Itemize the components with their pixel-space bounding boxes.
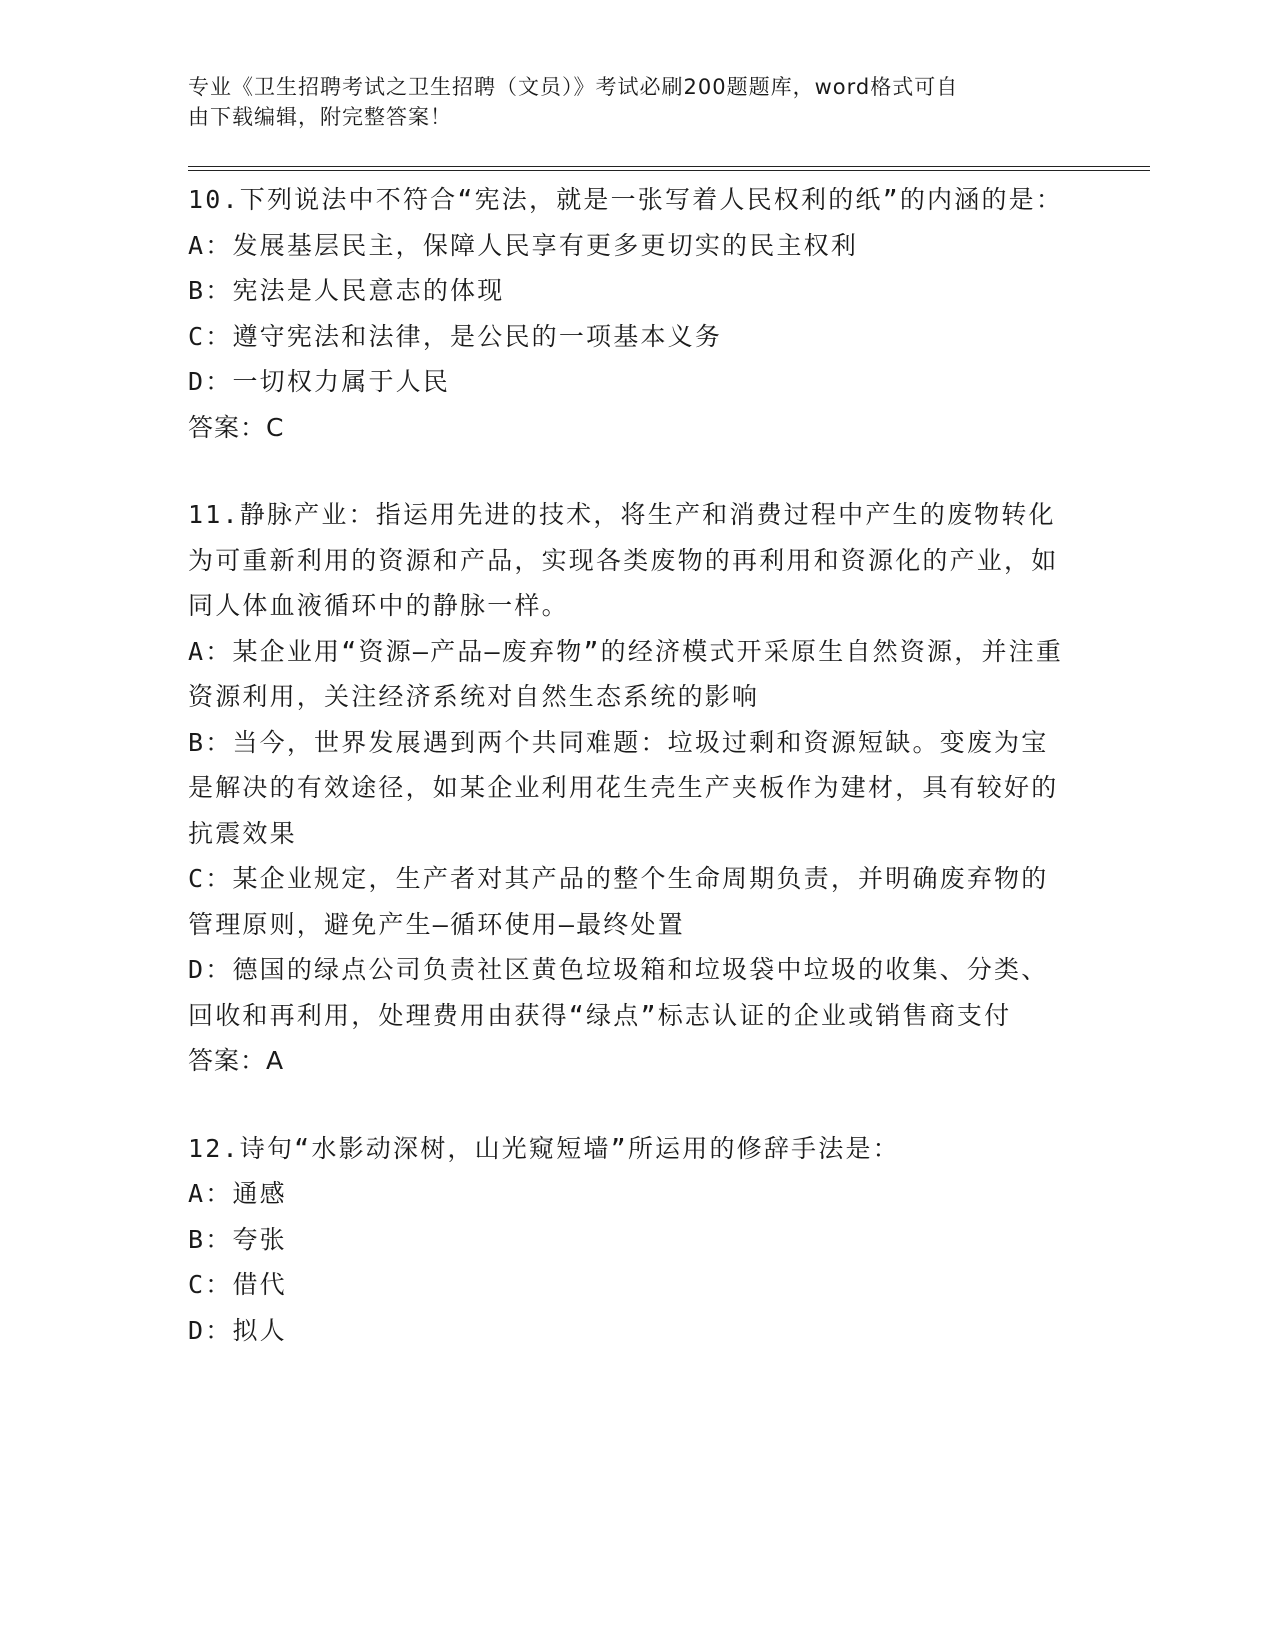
question-stem: 10.下列说法中不符合“宪法，就是一张写着人民权利的纸”的内涵的是： <box>188 185 1064 214</box>
header-line-1: 专业《卫生招聘考试之卫生招聘（文员）》考试必刷200题题库，word格式可自 <box>188 75 959 99</box>
option-c: C：借代 <box>188 1270 287 1299</box>
option-a: A：发展基层民主，保障人民享有更多更切实的民主权利 <box>188 230 859 260</box>
answer-line: 答案：A <box>188 1046 285 1075</box>
option-d: D：一切权力属于人民 <box>188 367 451 396</box>
option-a: A：某企业用“资源—产品—废弃物”的经济模式开采原生自然资源，并注重资源利用，关注经济系统对自然生态系统的影响 <box>188 636 1064 711</box>
header-line-2: 由下载编辑，附完整答案！ <box>188 105 452 129</box>
document-header <box>188 72 1068 132</box>
question-stem: 11.静脉产业：指运用先进的技术，将生产和消费过程中产生的废物转化为可重新利用的资源和产品，实现各类废物的再利用和资源化的产业，如同人体血液循环中的静脉一样。 <box>188 500 1059 620</box>
option-a: A：通感 <box>188 1179 287 1208</box>
option-d: D：拟人 <box>188 1315 287 1345</box>
question-11 <box>188 492 1068 1084</box>
answer-line: 答案：C <box>188 412 285 442</box>
question-stem: 12.诗句“水影动深树，山光窥短墙”所运用的修辞手法是： <box>188 1133 900 1163</box>
option-b: B：宪法是人民意志的体现 <box>188 276 505 305</box>
option-d: D：德国的绿点公司负责社区黄色垃圾箱和垃圾袋中垃圾的收集、分类、回收和再利用，处理费用由获得“绿点”标志认证的企业或销售商支付 <box>188 955 1049 1030</box>
question-12 <box>188 1126 1068 1354</box>
option-c: C：某企业规定，生产者对其产品的整个生命周期负责，并明确废弃物的管理原则，避免产生—循环使用—最终处置 <box>188 864 1049 939</box>
header-divider <box>188 166 1150 171</box>
option-b: B：夸张 <box>188 1224 287 1254</box>
option-c: C：遵守宪法和法律，是公民的一项基本义务 <box>188 321 723 351</box>
document-page <box>188 72 1150 1353</box>
question-10 <box>188 177 1068 450</box>
option-b: B：当今，世界发展遇到两个共同难题：垃圾过剩和资源短缺。变废为宝是解决的有效途径，如某企业利用花生壳生产夹板作为建材，具有较好的抗震效果 <box>188 727 1059 848</box>
